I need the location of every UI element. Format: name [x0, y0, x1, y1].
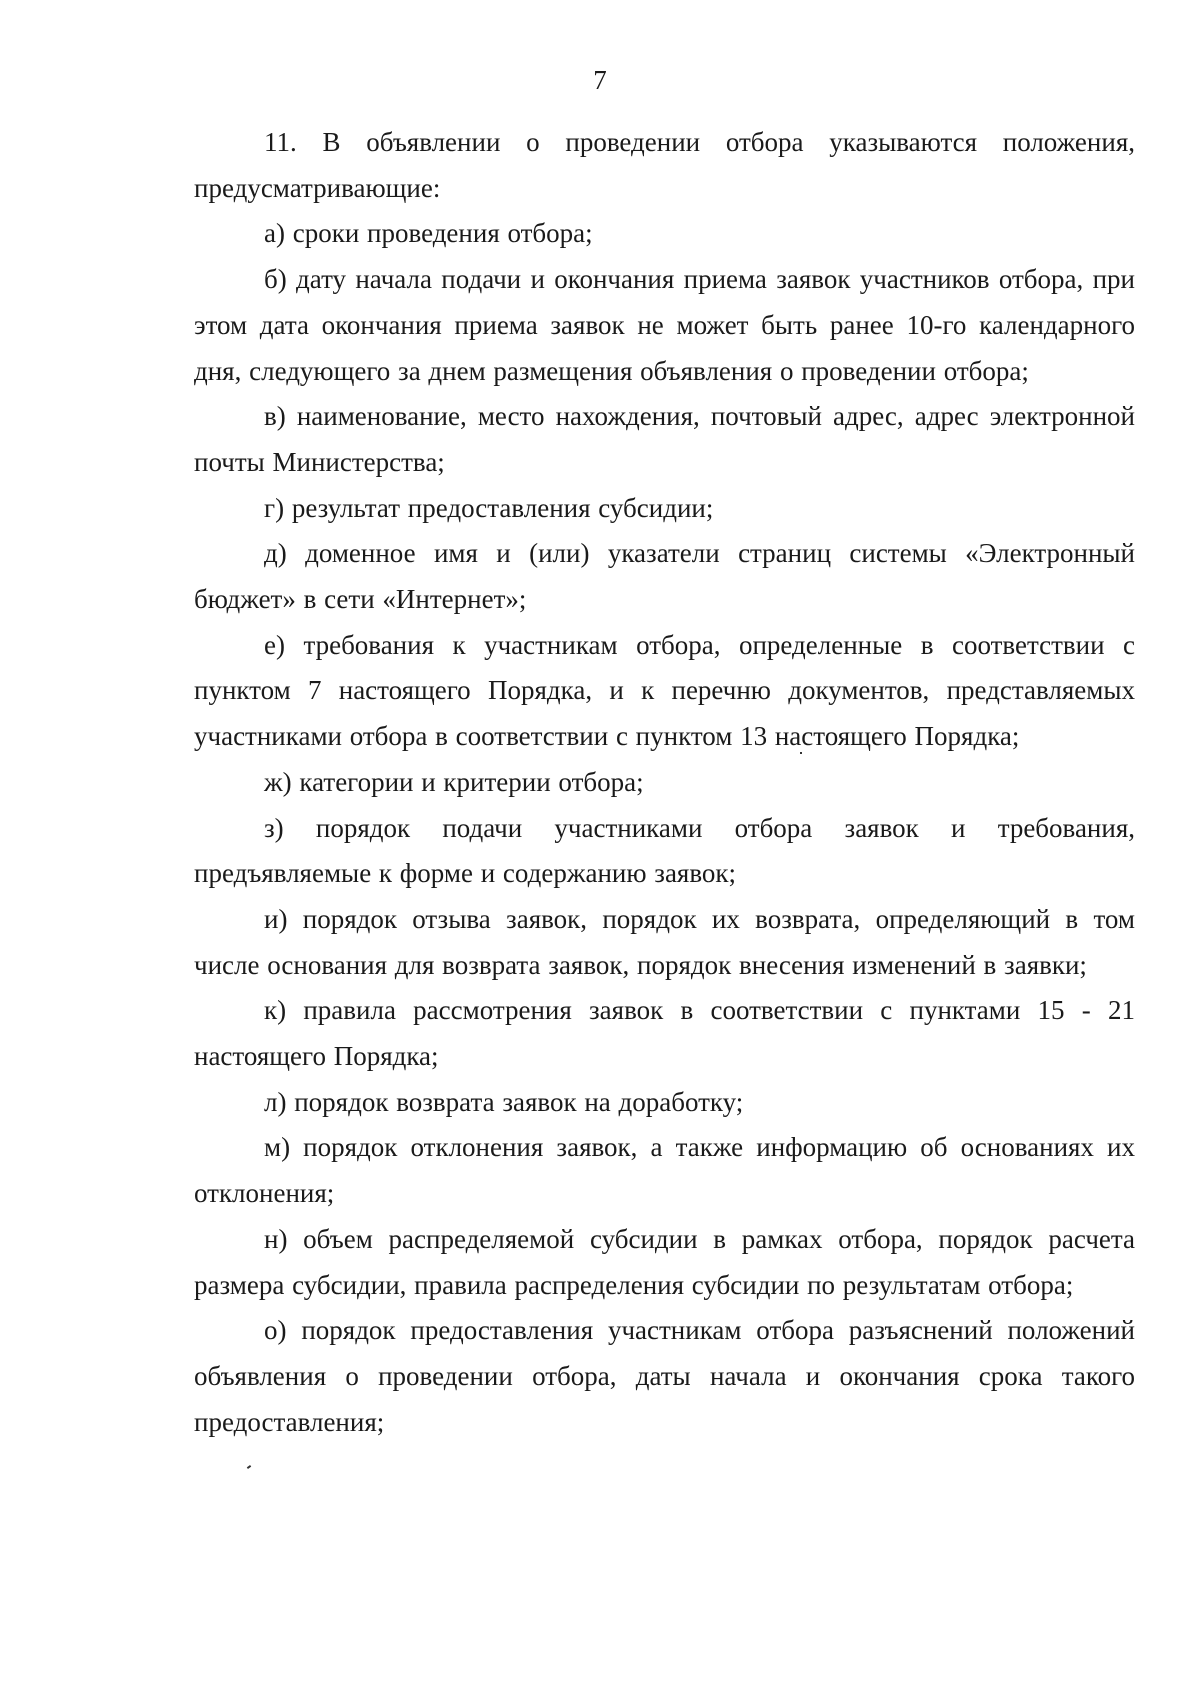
paragraph-k: к) правила рассмотрения заявок в соответствии с пунктами 15 - 21 настоящего Порядка;	[194, 995, 1135, 1072]
scan-speck-1	[800, 752, 802, 754]
paragraph-d: д) доменное имя и (или) указатели страниц системы «Электронный бюджет» в сети «Интернет»;	[194, 538, 1135, 615]
paragraph-g: г) результат предоставления субсидии;	[264, 492, 714, 523]
paragraph-n: н) объем распределяемой субсидии в рамках отбора, порядок расчета размера субсидии, правила распределения субсидии по результатам отбора;	[194, 1223, 1135, 1300]
scan-speck-2	[247, 1465, 251, 1469]
paragraph-z: з) порядок подачи участниками отбора заявок и требования, предъявляемые к форме и содержанию заявок;	[194, 812, 1135, 889]
paragraph-l: л) порядок возврата заявок на доработку;	[264, 1086, 744, 1117]
paragraph-m: м) порядок отклонения заявок, а также информацию об основаниях их отклонения;	[194, 1132, 1135, 1209]
document-body	[194, 120, 1135, 1445]
paragraph-e: е) требования к участникам отбора, определенные в соответствии с пунктом 7 настоящего Порядка, и к перечню документов, представляемых участниками отбора в соответствии с пунктом 13 настоящего Порядка;	[194, 629, 1135, 752]
paragraph-b: б) дату начала подачи и окончания приема заявок участников отбора, при этом дата окончания приема заявок не может быть ранее 10-го календарного дня, следующего за днем размещения объявления о проведении отбора;	[194, 264, 1135, 386]
paragraph-i: и) порядок отзыва заявок, порядок их возврата, определяющий в том числе основания для возврата заявок, порядок внесения изменений в заявки;	[194, 903, 1135, 980]
paragraph-o: о) порядок предоставления участникам отбора разъяснений положений объявления о проведении отбора, даты начала и окончания срока такого предоставления;	[194, 1315, 1135, 1437]
paragraph-v: в) наименование, место нахождения, почтовый адрес, адрес электронной почты Министерства;	[194, 401, 1135, 477]
paragraph-a: а) сроки проведения отбора;	[264, 218, 593, 249]
page-number: 7	[593, 65, 607, 95]
paragraph-zh: ж) категории и критерии отбора;	[264, 766, 644, 797]
paragraph-11: 11. В объявлении о проведении отбора указываются положения, предусматривающие:	[194, 127, 1135, 203]
